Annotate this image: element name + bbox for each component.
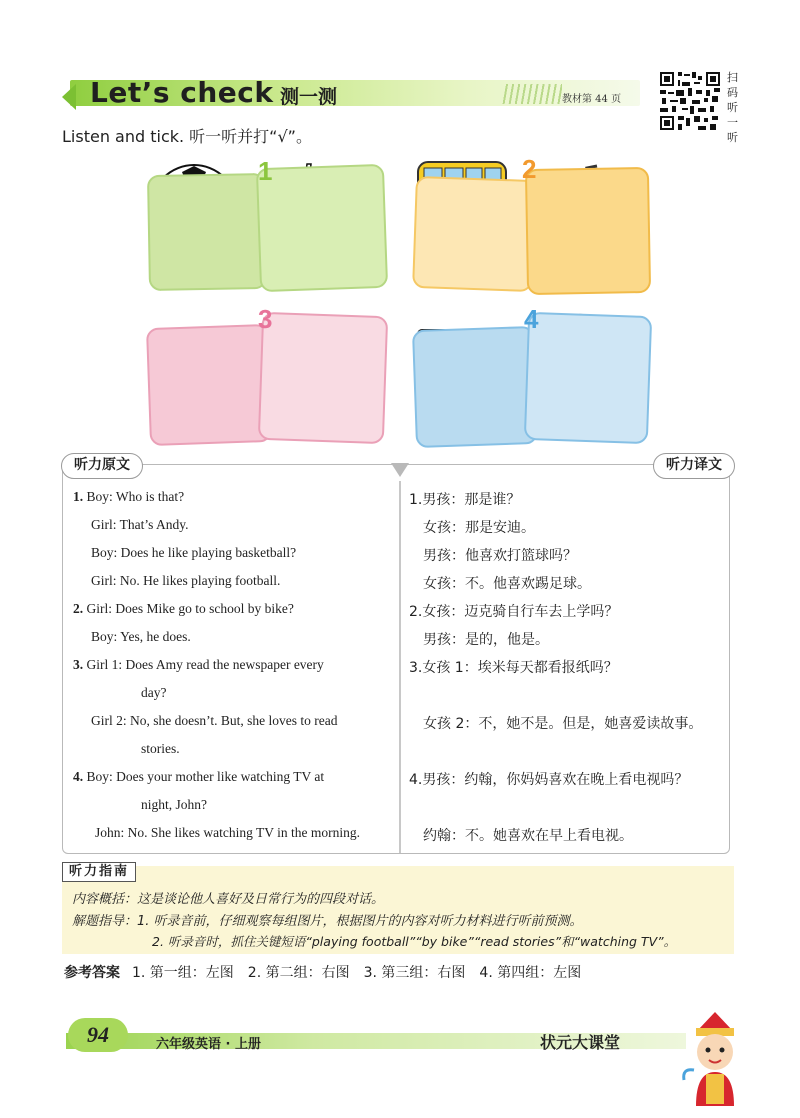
transcript-line: day?	[141, 685, 167, 700]
translation-line: 男孩：是的，他是。	[423, 632, 549, 648]
card-cooking[interactable]	[524, 312, 652, 444]
picture-group-4	[414, 306, 654, 456]
qr-label: 扫码听一听	[727, 71, 738, 144]
guide-tip-1: 解题指导：1. 听录音前，仔细观察每组图片，根据图片的内容对听力材料进行听前预测。	[72, 914, 583, 929]
mascot-icon	[680, 1010, 750, 1110]
translation-line: 女孩：不。他喜欢踢足球。	[423, 576, 591, 592]
reference-answer	[64, 962, 581, 982]
guide-tip-2: 2. 听录音时，抓住关键短语“playing football”“by bike”“read stories”和“watching TV”。	[152, 934, 677, 949]
group-number-2: 2	[522, 154, 537, 184]
panel-notch	[391, 463, 409, 477]
translation-line: 男孩：他喜欢打篮球吗？	[423, 548, 577, 564]
transcript-line: night, John?	[141, 797, 207, 812]
footer-grade: 六年级英语 · 上册	[156, 1037, 261, 1052]
answer-text: 1. 第一组：左图 2. 第二组：右图 3. 第三组：右图 4. 第四组：左图	[132, 965, 582, 981]
page-number: 94	[68, 1018, 128, 1052]
transcript-line: John: No. She likes watching TV in the morning.	[95, 825, 360, 840]
translation-line: 4.男孩：约翰，你妈妈喜欢在晚上看电视吗？	[409, 772, 689, 788]
group-number-4: 4	[524, 304, 539, 334]
group-number-3: 3	[258, 304, 273, 334]
transcript-tag-original: 听力原文	[61, 453, 143, 479]
textbook-page-ref: 教材第 44 页	[562, 94, 622, 105]
footer-brand: 状元大课堂	[540, 1033, 621, 1052]
translation-line: 女孩 2：不，她不是。但是，她喜爱读故事。	[423, 716, 703, 732]
card-bus[interactable]	[412, 176, 536, 292]
transcript-line: 2. Girl: Does Mike go to school by bike?	[73, 601, 294, 616]
banner-stripes	[502, 84, 562, 104]
qr-code-icon[interactable]	[658, 70, 722, 132]
transcript-line: Girl 2: No, she doesn’t. But, she loves to read	[91, 713, 338, 728]
transcript-line: 3. Girl 1: Does Amy read the newspaper every	[73, 657, 324, 672]
section-title: Let’s check	[90, 76, 274, 109]
picture-group-2	[414, 156, 654, 304]
picture-group-1	[148, 158, 392, 304]
transcript-tag-translation: 听力译文	[653, 453, 735, 479]
card-tv-news[interactable]	[412, 326, 538, 448]
transcript-line: stories.	[141, 741, 180, 756]
transcript-line: Boy: Yes, he does.	[91, 629, 191, 644]
transcript-line: 4. Boy: Does your mother like watching TV at	[73, 769, 325, 784]
transcript-panel	[62, 457, 730, 854]
translation-line: 约翰：不。她喜欢在早上看电视。	[423, 828, 633, 844]
card-piano[interactable]	[256, 164, 388, 292]
translation-line: 3.女孩 1：埃米每天都看报纸吗？	[409, 660, 618, 676]
card-football[interactable]	[147, 173, 267, 291]
group-number-1: 1	[258, 156, 273, 186]
picture-group-3	[148, 306, 392, 456]
card-crossword[interactable]	[146, 324, 272, 446]
instruction: Listen and tick. 听一听并打“√”。	[62, 127, 312, 146]
transcript-line: Girl: No. He likes playing football.	[91, 573, 281, 588]
transcript-line: Boy: Does he like playing basketball?	[91, 545, 297, 560]
header-banner	[62, 76, 640, 108]
transcript-line: 1. Boy: Who is that?	[73, 489, 185, 504]
transcript-line: Girl: That’s Andy.	[91, 517, 189, 532]
translation-line: 2.女孩：迈克骑自行车去上学吗？	[409, 604, 619, 620]
card-storybook[interactable]	[258, 312, 388, 444]
translation-line: 女孩：那是安迪。	[423, 520, 535, 536]
answer-label: 参考答案	[64, 965, 120, 981]
translation-line: 1.男孩：那是谁？	[409, 492, 521, 508]
banner-arrow-icon	[62, 84, 76, 110]
guide-tag: 听力指南	[62, 862, 136, 882]
guide-summary: 内容概括：这是谈论他人喜好及日常行为的四段对话。	[72, 892, 385, 907]
card-bike[interactable]	[525, 167, 651, 295]
listening-guide	[62, 866, 734, 954]
panel-divider	[399, 481, 401, 853]
section-subtitle: 测一测	[280, 86, 338, 108]
